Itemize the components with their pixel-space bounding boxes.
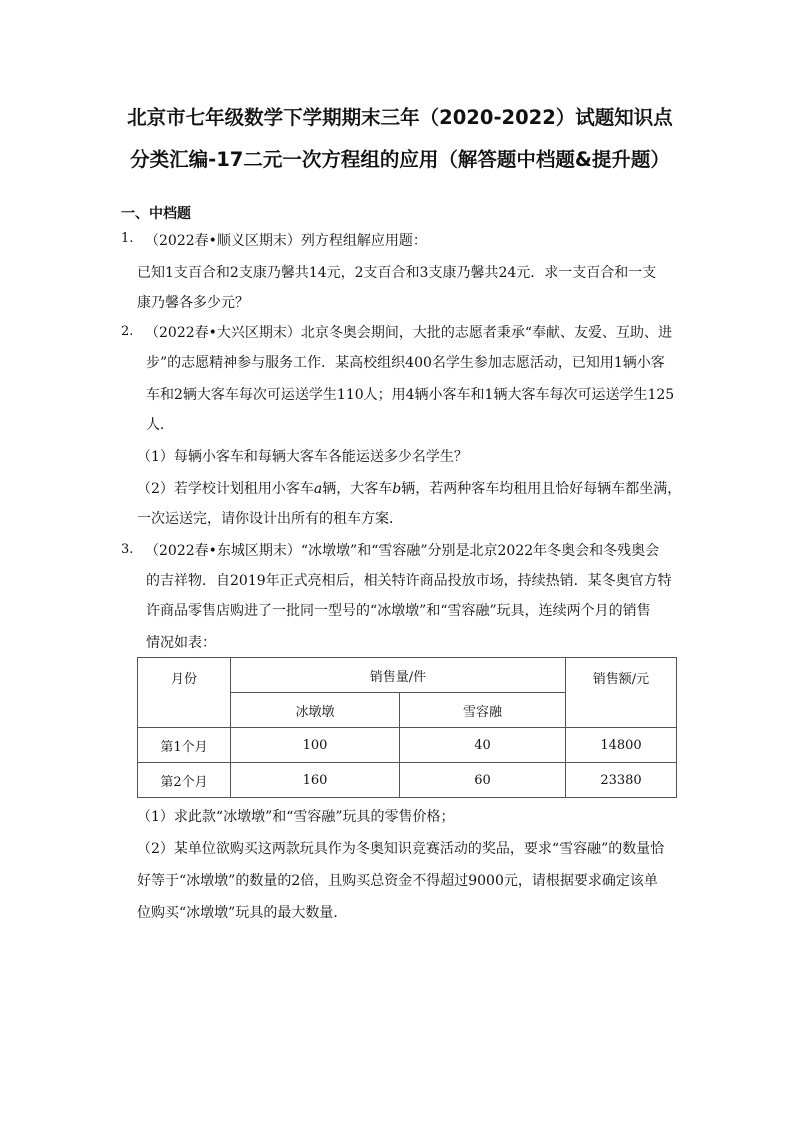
question-2-sub-2-part-c: 辆，若两种客车均租用且恰好每辆车都坐满， (401, 481, 682, 497)
question-3-line-1: （2022春•东城区期末）“冰墩墩”和“雪容融”分别是北京2022年冬奥会和冬残奥会 (145, 543, 660, 559)
question-3-sub-2-line-1: （2）某单位欲购买这两款玩具作为冬奥知识竞赛活动的奖品，要求“雪容融”的数量恰 (137, 841, 665, 857)
variable-b: b (392, 481, 402, 497)
table-cell-amount: 14800 (566, 728, 677, 763)
table-cell-month: 第1个月 (138, 728, 231, 763)
question-2-sub-2 (137, 478, 681, 498)
question-3-sub-2-line-2: 好等于“冰墩墩”的数量的2倍，且购买总资金不得超过9000元，请根据要求确定该单 (137, 873, 658, 889)
table-header-xuerongrong: 雪容融 (400, 693, 566, 728)
table-header-row (138, 658, 677, 693)
question-2-number: 2. (121, 324, 134, 339)
question-2-line-2: 步”的志愿精神参与服务工作．某高校组织400名学生参加志愿活动，已知用1辆小客 (146, 355, 665, 371)
sales-table (137, 657, 677, 798)
question-2-sub-2-part-a: （2）若学校计划租用小客车 (137, 481, 314, 497)
question-1-line-3: 康乃馨各多少元？ (137, 295, 249, 311)
question-1-line-1: （2022春•顺义区期末）列方程组解应用题： (145, 233, 427, 249)
question-2-line-3: 车和2辆大客车每次可运送学生110人；用4辆小客车和1辆大客车每次可运送学生125 (146, 387, 675, 403)
question-3-sub-2-line-3: 位购买“冰墩墩”玩具的最大数量． (137, 905, 348, 921)
table-cell-amount: 23380 (566, 763, 677, 798)
table-header-quantity: 销售量/件 (231, 658, 566, 693)
section-heading: 一、中档题 (121, 206, 191, 222)
table-row (138, 763, 677, 798)
question-1-number: 1. (121, 231, 134, 246)
table-header-month: 月份 (138, 658, 231, 728)
question-3-number: 3. (121, 542, 134, 557)
table-cell-bingdwendwen: 100 (231, 728, 400, 763)
question-2-sub-2-part-b: 辆，大客车 (322, 481, 393, 497)
table-cell-bingdwendwen: 160 (231, 763, 400, 798)
table-cell-xuerongrong: 60 (400, 763, 566, 798)
table-header-amount: 销售额/元 (566, 658, 677, 728)
table-cell-month: 第2个月 (138, 763, 231, 798)
question-3-sub-1: （1）求此款“冰墩墩”和“雪容融”玩具的零售价格； (137, 809, 455, 825)
question-3-line-2: 的吉祥物．自2019年正式亮相后，相关特许商品投放市场，持续热销．某冬奥官方特 (146, 573, 672, 589)
question-3-line-3: 许商品零售店购进了一批同一型号的“冰墩墩”和“雪容融”玩具，连续两个月的销售 (146, 603, 651, 619)
variable-a: a (313, 481, 323, 497)
question-2-sub-1: （1）每辆小客车和每辆大客车各能运送多少名学生？ (137, 449, 468, 465)
table-header-bingdwendwen: 冰墩墩 (231, 693, 400, 728)
table-row (138, 728, 677, 763)
doc-title-line-2: 分类汇编-17二元一次方程组的应用（解答题中档题&提升题） (130, 148, 670, 171)
question-1-line-2: 已知1支百合和2支康乃馨共14元，2支百合和3支康乃馨共24元．求一支百合和一支 (137, 265, 657, 281)
question-2-line-1: （2022春•大兴区期末）北京冬奥会期间，大批的志愿者秉承“奉献、友爱、互助、进 (145, 325, 673, 341)
doc-title-line-1: 北京市七年级数学下学期期末三年（2020-2022）试题知识点 (127, 106, 673, 129)
table-cell-xuerongrong: 40 (400, 728, 566, 763)
question-3-line-4: 情况如表： (146, 635, 216, 651)
question-2-line-4: 人． (146, 417, 174, 433)
question-2-sub-2-line-2: 一次运送完，请你设计出所有的租车方案． (137, 511, 403, 527)
